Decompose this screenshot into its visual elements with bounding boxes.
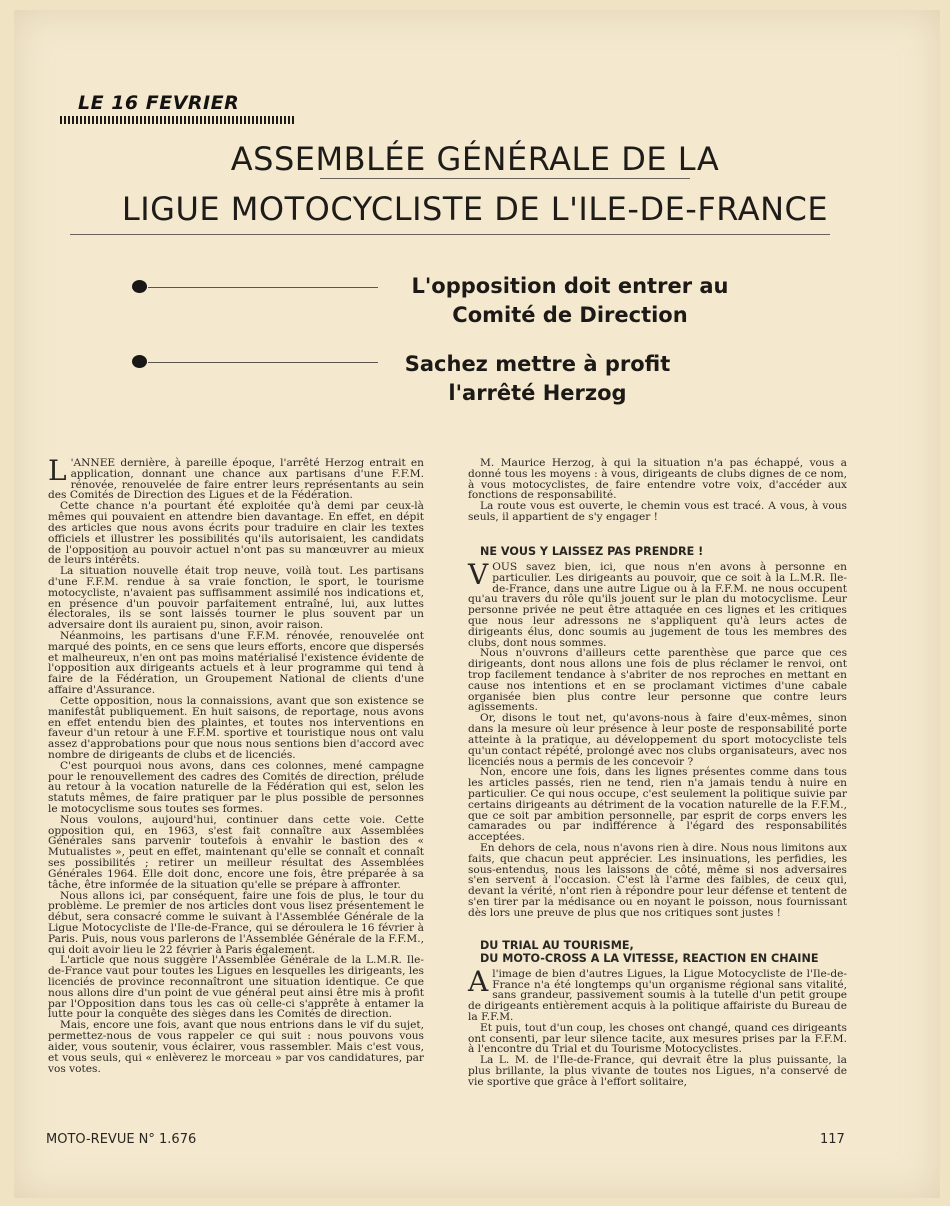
footer-magazine: MOTO-REVUE N° 1.676 [46,1132,197,1147]
article-paragraph: C'est pourquoi nous avons, dans ces colonnes, mené campagne pour le renouvellement des cadres des Comités de direction, prélude au retour à la vocation naturelle de la Fédération qui est, selon les statuts mêmes, de faire pratiquer par le plus possible de personnes le motocyclisme sous toutes ses formes. [48,759,424,815]
article-paragraph: L'article que nous suggère l'Assemblée Générale de la L.M.R. Ile-de-France vaut pour toutes les Ligues en lesquelles les dirigeants, les licenciés de province reconnaîtront une situation identique. Ce que nous allons dire d'un point de vue général peut ainsi être mis à profit par l'Opposition dans tous les cas où celle-ci s'apprête à entamer la lutte pour la conquête des sièges dans les Comités de direction. [48,954,424,1021]
article-paragraph: Et puis, tout d'un coup, les choses ont changé, quand ces dirigeants ont consenti, par leur silence tacite, aux mesures prises par la F.F.M. à l'encontre du Trial et du Tourisme Motocyclistes. [468,1021,847,1056]
article-paragraph: En dehors de cela, nous n'avons rien à dire. Nous nous limitons aux faits, que chacun peut apprécier. Les insinuations, les perfidies, les sous-entendus, nous les laissons de côté, même si nos adversaires s'en servent à l'occasion. C'est là l'arme des faibles, de ceux qui, devant la vérité, n'ont rien à répondre pour leur défense et tentent de s'en tirer par la médisance ou en noyant le poisson, nous fournissant dès lors une preuve de plus que nos critiques sont justes ! [468,842,847,919]
title-line-1: ASSEMBLÉE GÉNÉRALE DE LA [230,140,720,178]
headline-bullet-2 [132,355,147,368]
article-paragraph: Mais, encore une fois, avant que nous entrions dans le vif du sujet, permettez-nous de vous rappeler ce qui suit : nous pouvons vous aider, vous soutenir, vous éclairer, vous rassembler. Mais c'est vous, et vous seuls, qui « enlèverez le morceau » par vos candidatures, par vos votes. [48,1019,424,1075]
article-paragraph: Nous voulons, aujourd'hui, continuer dans cette voie. Cette opposition qui, en 1963, s'est fait connaître aux Assemblées Générales sans parvenir toutefois à envahir le bastion des « Mutualistes », peut en effet, maintenant qu'elle se connaît et connaît ses possibilités ; retirer un meilleur résultat des Assemblées Générales 1964. Elle doit donc, encore une fois, être préparée à sa tâche, être informée de la situation qu'elle se prépare à affronter. [48,813,424,891]
headline-1 [395,272,745,330]
article-column-2 [468,458,847,1088]
article-column-1 [48,454,424,1075]
date-kicker: LE 16 FEVRIER [78,92,240,114]
kicker-underline [60,116,295,124]
title-rule [320,178,690,179]
footer-page-number: 117 [820,1132,845,1147]
headline-1-line-2: Comité de Direction [452,303,688,327]
article-paragraph [48,454,424,502]
title-line-2: LIGUE MOTOCYCLISTE DE L'ILE-DE-FRANCE [121,190,829,228]
paragraph-text: l'image de bien d'autres Ligues, la Ligue Motocycliste de l'Ile-de-France n'a été longtemps qu'un organisme régional sans vitalité, sans grandeur, passivement soumis à la tutelle d'un petit groupe de dirigeants entièrement acquis à la politique affairiste du Bureau de la F.F.M. [468,967,847,1023]
headline-rule-2 [148,362,378,363]
article-paragraph: Nous n'ouvrons d'ailleurs cette parenthèse que parce que ces dirigeants, dont nous allons une fois de plus réclamer le renvoi, ont trop facilement tendance à s'abriter de nos reproches en mettant en cause nos intentions et en se proclamant victimes d'une cabale organisée bien plus contre leur personne que contre leurs agissements. [468,647,847,714]
section-heading-2-line-1: DU TRIAL AU TOURISME, [480,938,634,952]
headline-bullet-1 [132,280,147,293]
article-paragraph: Or, disons le tout net, qu'avons-nous à faire d'eux-mêmes, sinon dans la mesure où leur présence à leur poste de responsabilité porte atteinte à la pratique, au développement du sport motocycliste tels qu'un contact répété, prolongé avec nos clubs organisateurs, avec nos licenciés nous a permis de les concevoir ? [468,712,847,768]
paragraph-text: OUS savez bien, ici, que nous n'en avons à personne en particulier. Les dirigeants au pouvoir, que ce soit à la L.M.R. Ile-de-France, dans une autre Ligue ou à la F.F.M. ne nous occupent qu'au travers du rôle qu'ils jouent sur le plan du motocyclisme. Leur personne privée ne peut être attaquée en ces lignes et les critiques que nous leur adressons ne s'appliquent qu'à leurs actes de dirigeants élus, donc soumis au jugement de tous les membres des clubs, dont nous sommes. [468,560,847,649]
article-paragraph: M. Maurice Herzog, à qui la situation n'a pas échappé, vous a donné tous les moyens : à vous, dirigeants de clubs dignes de ce nom, à vous motocyclistes, de faire entendre votre voix, d'accéder aux fonctions de responsabilité. [468,457,847,502]
article-paragraph: Non, encore une fois, dans les lignes présentes comme dans tous les articles passés, rien ne tend, rien n'a jamais tendu à nuire en particulier. Ce qui nous occupe, c'est seulement la politique suivie par certains dirigeants au détriment de la vocation naturelle de la F.F.M., que ce soit par ambition personnelle, par esprit de corps envers les camarades ou par indifférence à l'égard des responsabilités acceptées. [468,766,847,844]
article-paragraph: Cette chance n'a pourtant été exploitée qu'à demi par ceux-là mêmes qui pouvaient en attendre bien davantage. En effet, en dépit des articles que nous avons écrits pour traduire en clair les textes officiels et illustrer les possibilités qu'ils autorisaient, les candidats de l'opposition au pouvoir actuel n'ont pas su manœuvrer au mieux de leurs intérêts. [48,500,424,567]
paragraph-text: 'ANNEE dernière, à pareille époque, l'arrêté Herzog entrait en application, donnant une chance aux partisans d'une F.F.M. rénovée, renouvelée de faire entrer leurs représentants au sein des Comités de Direction des Ligues et de la Fédération. [48,457,424,502]
article-paragraph: Cette opposition, nous la connaissions, avant que son existence se manifestât publiquement. En huit saisons, de reportage, nous avons en effet entendu bien des plaintes, et toutes nos interventions en faveur d'un retour à une F.F.M. sportive et touristique nous ont valu assez d'approbations pour que nous nous sentions bien d'accord avec nombre de dirigeants de clubs et de licenciés. [48,694,424,761]
title-rule-bottom [70,234,830,235]
article-paragraph: La situation nouvelle était trop neuve, voilà tout. Les partisans d'une F.F.M. rendue à sa vraie fonction, le sport, le tourisme motocycliste, n'avaient pas suffisamment assimilé nos indications et, en présence d'un pouvoir parfaitement entraîné, lui, aux luttes électorales, ils se sont laissés tourner le plus souvent par un adversaire dont ils auraient pu, sinon, avoir raison. [48,565,424,632]
dropcap: A [468,964,489,998]
headline-2 [395,350,680,408]
headline-1-line-1: L'opposition doit entrer au [411,274,729,298]
section-heading-2-line-2: DU MOTO-CROSS A LA VITESSE, REACTION EN CHAINE [480,951,819,965]
article-paragraph: Nous allons ici, par conséquent, faire une fois de plus, le tour du problème. Le premier de nos articles dont vous lisez présentement le début, sera consacré comme le suivant à l'Assemblée Générale de la Ligue Motocycliste de l'Ile-de-France, qui se déroulera le 16 février à Paris. Puis, nous vous parlerons de l'Assemblée Générale de la F.F.M., qui doit avoir lieu le 22 février à Paris également. [48,889,424,956]
headline-rule-1 [148,287,378,288]
article-paragraph: La L. M. de l'Ile-de-France, qui devrait être la plus puissante, la plus brillante, la plus vivante de toutes nos Ligues, n'a conservé de vie sportive que grâce à l'effort solitaire, [468,1054,847,1088]
article-paragraph [468,557,847,649]
article-paragraph: Néanmoins, les partisans d'une F.F.M. rénovée, renouvelée ont marqué des points, en ce sens que leurs efforts, encore que dispersés et malheureux, n'en ont pas moins matérialisé l'existence évidente de l'opposition aux dirigeants actuels et à leur programme qui tend à faire de la Fédération, un Groupement National de clients d'une affaire d'Assurance. [48,630,424,697]
headline-2-line-1: Sachez mettre à profit [404,352,671,376]
dropcap: V [468,557,489,591]
section-heading-1: NE VOUS Y LAISSEZ PAS PRENDRE ! [480,544,704,558]
dropcap: L [48,454,67,487]
article-paragraph [468,964,847,1023]
headline-2-line-2: l'arrêté Herzog [448,381,627,405]
article-paragraph: La route vous est ouverte, le chemin vous est tracé. A vous, à vous seuls, il appartient de s'y engager ! [468,500,847,524]
